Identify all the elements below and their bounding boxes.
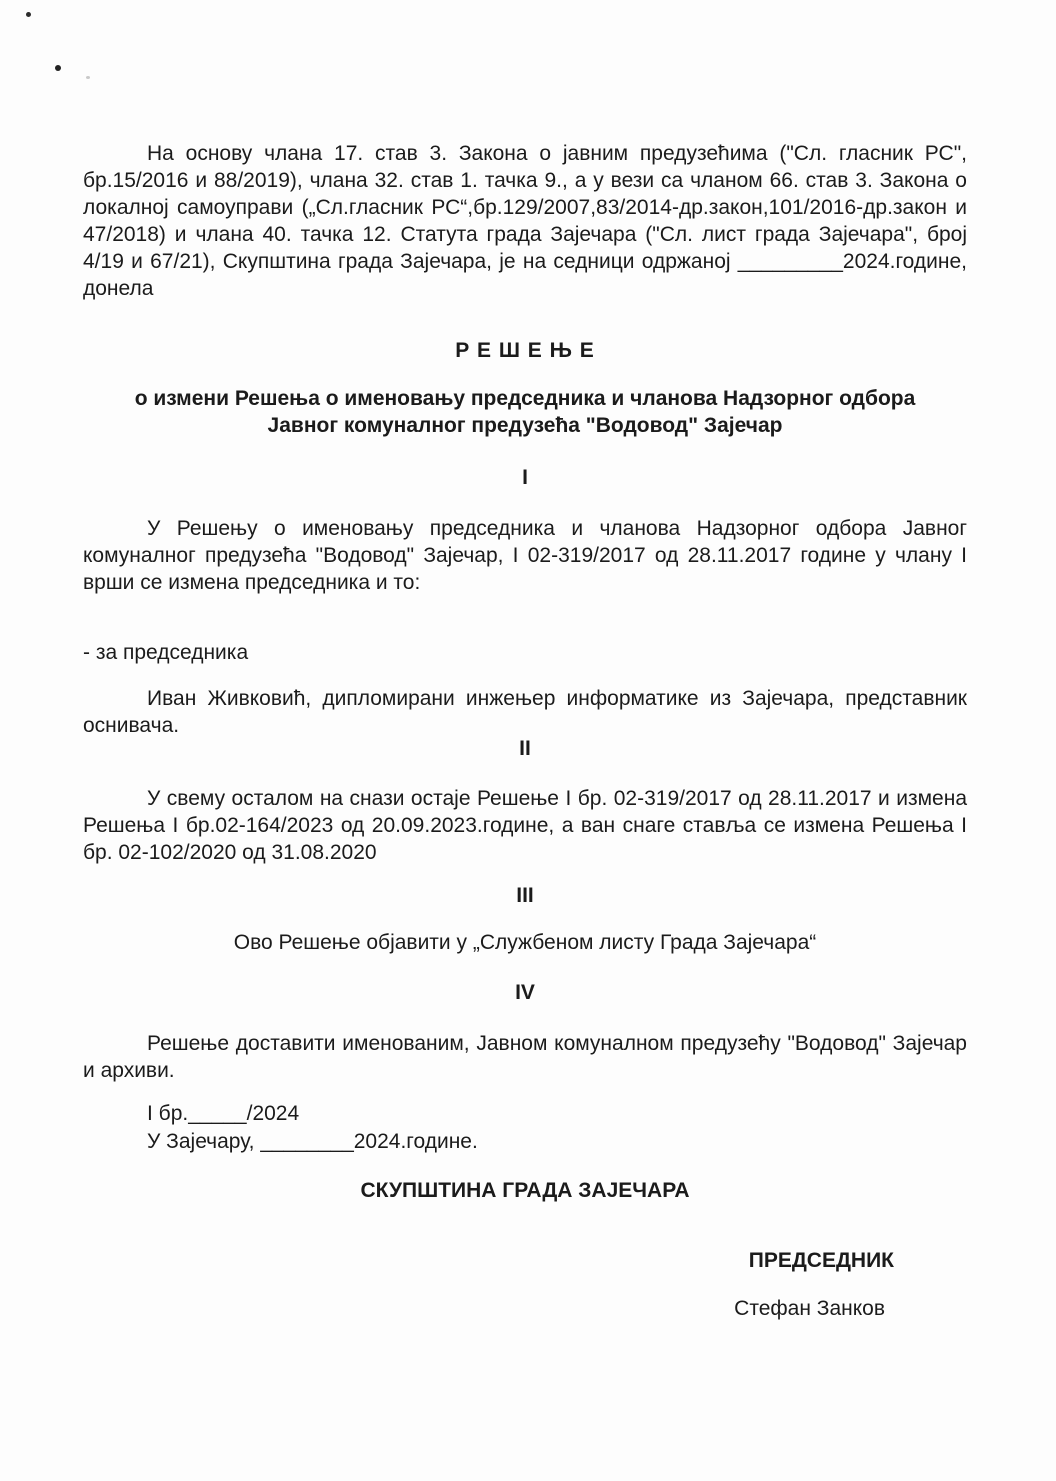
section-2-paragraph: У свему осталом на снази остаје Решење I бр. 02-319/2017 од 28.11.2017 и измена Решења I бр.02-164/2023 од 20.09.2023.године, а ван снаге ставља се измена Решења I бр. 02-102/2020 од 31.08.2020 [83, 787, 967, 864]
scan-speck-icon [55, 65, 61, 71]
decision-subtitle [83, 385, 967, 439]
dash-item-president: - за председника [83, 641, 249, 664]
section-1-paragraph: У Решењу о именовању председника и чланова Надзорног одбора Јавног комуналног предузећа "Водовод" Зајечар, I 02-319/2017 од 28.11.2017 године у члану I врши се измена председника и то: [83, 517, 967, 594]
appointee-paragraph: Иван Живковић, дипломирани инжењер информатике из Зајечара, представник оснивача. [83, 687, 967, 737]
section-numeral-1: I [522, 466, 528, 489]
decision-subtitle-line1: о измени Решења о именовању председника и чланова Надзорног одбора [134, 387, 916, 410]
decision-subtitle-line2: Јавног комуналног предузећа "Водовод" Зајечар [267, 414, 783, 437]
place-date-line: У Зајечару, ________2024.године. [147, 1130, 478, 1153]
case-number-line: I бр._____/2024 [147, 1102, 300, 1125]
intro-paragraph: На основу члана 17. став 3. Закона о јавним предузећима ("Сл. гласник РС", бр.15/2016 и 88/2019), члана 32. став 1. тачка 9., а у вези са чланом 66. став 3. Закона о локалној самоуправи („Сл.гласник РС“,бр.129/2007,83/2014-др.закон,101/2016-др.закон и 47/2018) и члана 40. тачка 12. Статута града Зајечара ("Сл. лист града Зајечара", број 4/19 и 67/21), Скупштина града Зајечара, је на седници одржаној _________2024.године, донела [83, 142, 967, 300]
section-numeral-3: III [516, 884, 534, 907]
president-name: Стефан Занков [734, 1297, 885, 1320]
document-body [83, 0, 967, 1322]
president-label: ПРЕДСЕДНИК [748, 1249, 894, 1272]
section-numeral-2: II [519, 737, 531, 760]
scan-speck-icon [26, 12, 31, 17]
assembly-name: СКУПШТИНА ГРАДА ЗАЈЕЧАРА [360, 1179, 690, 1202]
section-numeral-4: IV [515, 981, 535, 1004]
section-4-paragraph: Решење доставити именованим, Јавном комуналном предузећу "Водовод" Зајечар и архиви. [83, 1032, 967, 1082]
section-3-paragraph: Ово Решење објавити у „Службеном листу Града Зајечара“ [233, 931, 817, 954]
decision-title: Р Е Ш Е Њ Е [455, 339, 595, 362]
